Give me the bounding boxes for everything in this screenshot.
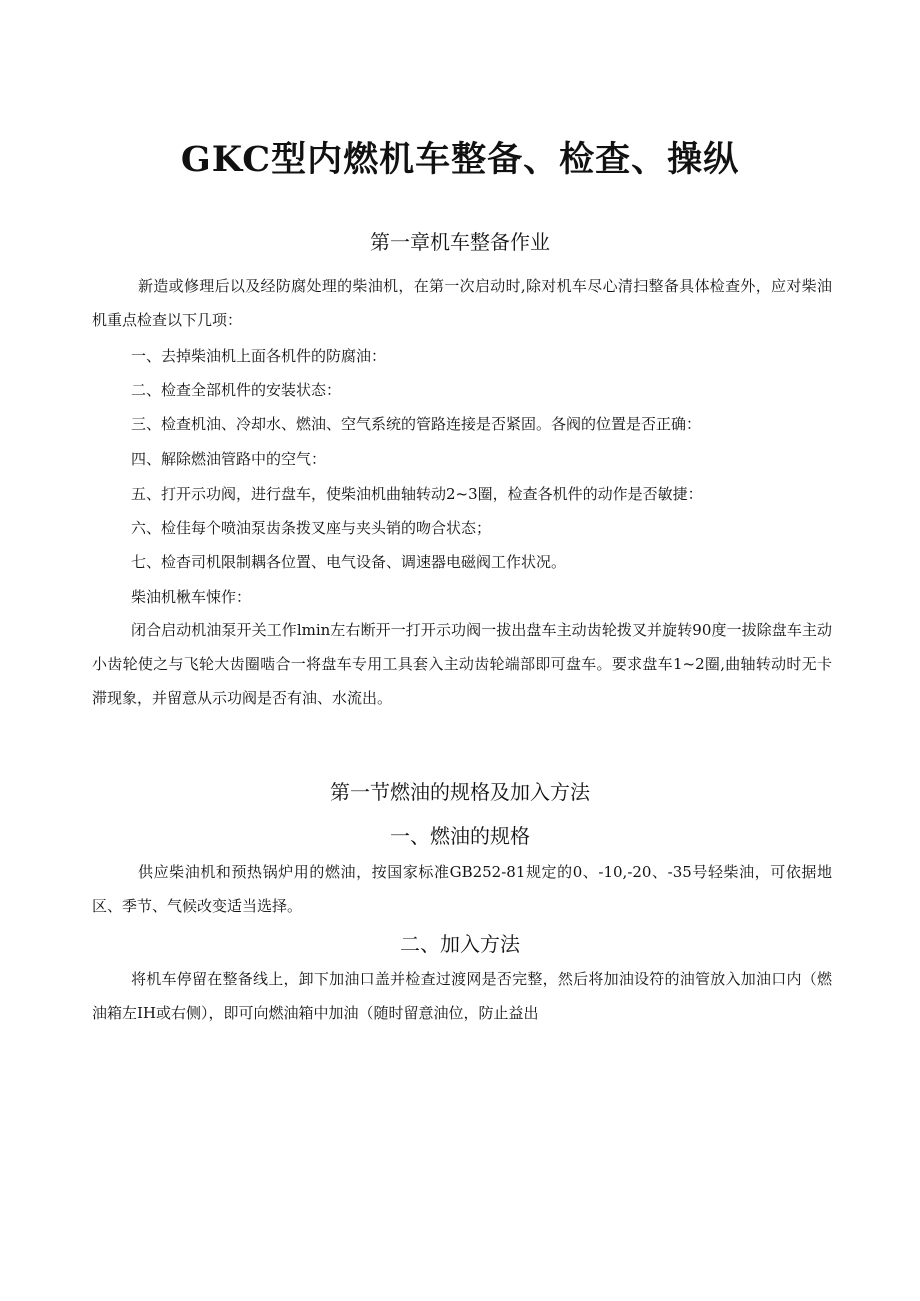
procedure-label: 柴油机楸车悚作： (131, 588, 252, 606)
checklist-item: 一、去掉柴油机上面各机件的防腐油： (131, 347, 387, 365)
chapter-heading: 第一章机车整备作业 (370, 230, 550, 254)
procedure-paragraph: 闭合启动机油泵开关工作lmin左右断开一打开示功阀一拔出盘车主动齿轮拨叉并旋转90度一拔除盘车主动小齿轮使之与飞轮大齿圈啮合一将盘车专用工具套入主动齿轮端部即可盘车。要求盘车1~2圈,曲轴转动时无卡滞现象，并留意从示功阀是否有油、水流出。 (92, 621, 832, 707)
checklist-item: 六、检佳每个喷油泵齿条拨叉座与夹头销的吻合状态； (131, 519, 492, 537)
subsection-heading-fuel-spec: 一、燃油的规格 (390, 824, 530, 848)
chapter-intro-paragraph: 新造或修理后以及经防腐处理的柴油机，在第一次启动时,除对机车尽心清扫整备具体检查外，应对柴油机重点检查以下几项： (92, 277, 832, 329)
checklist-item: 三、检查机油、冷却水、燃油、空气系统的管路连接是否紧固。各阀的位置是否正确： (131, 415, 702, 433)
fuel-spec-paragraph: 供应柴油机和预热锅炉用的燃油，按国家标准GB252-81规定的0、-10,-20、-35号轻柴油，可依据地区、季节、气候改变适当选择。 (92, 863, 832, 915)
subsection-heading-refuel-method: 二、加入方法 (400, 932, 520, 956)
section-heading: 第一节燃油的规格及加入方法 (330, 780, 590, 804)
checklist-item: 七、检杳司机限制耦各位置、电气设备、调速器电磁阀工作状况。 (131, 553, 567, 571)
checklist-item: 二、检查全部机件的安装状态： (131, 381, 342, 399)
refuel-method-paragraph: 将机车停留在整备线上，卸下加油口盖并检查过渡网是否完整，然后将加油设符的油管放入加油口内（燃油箱左IH或右侧），即可向燃油箱中加油（随时留意油位，防止益出 (92, 970, 832, 1022)
checklist-item: 五、打开示功阀，进行盘车，使柴油机曲轴转动2~3圈，检查各机件的动作是否敏捷： (131, 485, 703, 503)
checklist-item: 四、解除燃油管路中的空气： (131, 450, 327, 468)
document-title: GKC型内燃机车整备、检查、操纵 (180, 139, 740, 180)
